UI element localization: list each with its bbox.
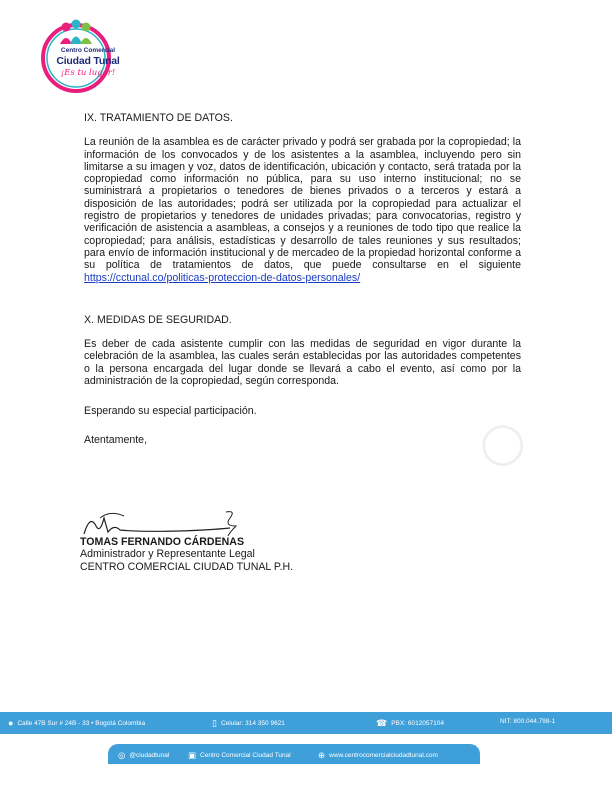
instagram-icon: ◎: [118, 750, 126, 760]
footer-facebook-text: Centro Comercial Ciudad Tunal: [200, 752, 291, 759]
footer-address-text: Calle 47B Sur # 24B - 33 • Bogotá Colombia: [17, 719, 146, 727]
letter-body: [84, 112, 521, 462]
signer-block: [80, 536, 293, 573]
logo-emblem: [30, 14, 140, 94]
facebook-icon: ▣: [188, 750, 197, 760]
privacy-policy-link[interactable]: https://cctunal.co/politicas-proteccion-de-datos-personales/: [84, 271, 361, 284]
salutation: Atentamente,: [84, 433, 148, 446]
footer-nit: [500, 718, 555, 725]
footer-phone-text: Celular: 314 350 9621: [220, 720, 285, 727]
footer-phone: [212, 718, 285, 729]
logo-tagline: ¡Es tu lugar!: [60, 68, 116, 78]
section-9-text: La reunión de la asamblea es de carácter privado y podrá ser grabada por la copropiedad; la información de los convocados y de los asistentes a la asamblea, incluyendo pero sin limitarse a su imagen y voz, datos de identificación, ubicación y contacto, será tratada por la copropiedad como información no pública, para su uso interno institucional; no se suministrará a propietarios o tenedores de bienes privados o a terceros y estará a disposición de las autoridades; podrá ser utilizada por la copropiedad para actualizar el registro de propietarios y tenedores de unidades privadas; para convocatorias, registro y verificación de asistencia a asambleas, a consejos y a reuniones de todo tipo que realice la copropiedad; para análisis, estadísticas y desarrollo de tales reuniones y sus resultados; para envío de información institucional y de mercadeo de la propiedad horizontal conforme a su política de tratamientos de datos, que puede consultarse en el siguiente: [84, 136, 521, 272]
phone-icon: ▯: [212, 718, 217, 728]
pbx-icon: ☎: [376, 718, 388, 728]
footer-pbx-text: PBX: 6012057104: [391, 720, 444, 727]
signer-organization: CENTRO COMERCIAL CIUDAD TUNAL P.H.: [80, 560, 294, 573]
footer-social-bar: [108, 744, 480, 764]
footer-website[interactable]: [318, 750, 438, 761]
footer-website-text: www.centrocomercialciudadtunal.com: [329, 752, 438, 759]
footer-instagram[interactable]: [118, 750, 169, 761]
section-10-heading: X. MEDIDAS DE SEGURIDAD.: [84, 313, 232, 326]
logo-line-1: Centro Comercial: [60, 47, 116, 54]
footer-address: [8, 718, 145, 728]
location-pin-icon: ●: [8, 718, 14, 728]
signer-role: Administrador y Representante Legal: [80, 548, 255, 561]
footer-instagram-text: @ciudadtunal: [129, 752, 170, 759]
brand-logo: [30, 14, 140, 94]
closing-line: Esperando su especial participación.: [84, 405, 257, 418]
section-10-paragraph: Es deber de cada asistente cumplir con las medidas de seguridad en vigor durante la celebración de la asamblea, las cuales serán establecidas por las autoridades competentes o la persona encargada del lugar donde se llevará a cabo el evento, así como por la administración de la copropiedad, según corresponda.: [84, 338, 521, 388]
section-9-paragraph: [84, 136, 521, 284]
globe-icon: ⊕: [318, 750, 326, 760]
footer-facebook[interactable]: [188, 750, 291, 761]
handwritten-signature: [80, 504, 250, 540]
section-9-heading: IX. TRATAMIENTO DE DATOS.: [84, 112, 233, 124]
footer-nit-text: NIT: 800.044.798-1: [500, 718, 556, 725]
logo-line-2: Ciudad Tunal: [56, 55, 120, 67]
footer-pbx: [376, 718, 444, 729]
signer-name: TOMAS FERNANDO CÁRDENAS: [80, 536, 245, 548]
watermark: ◯: [477, 418, 528, 468]
footer-contact-bar: [0, 712, 612, 734]
